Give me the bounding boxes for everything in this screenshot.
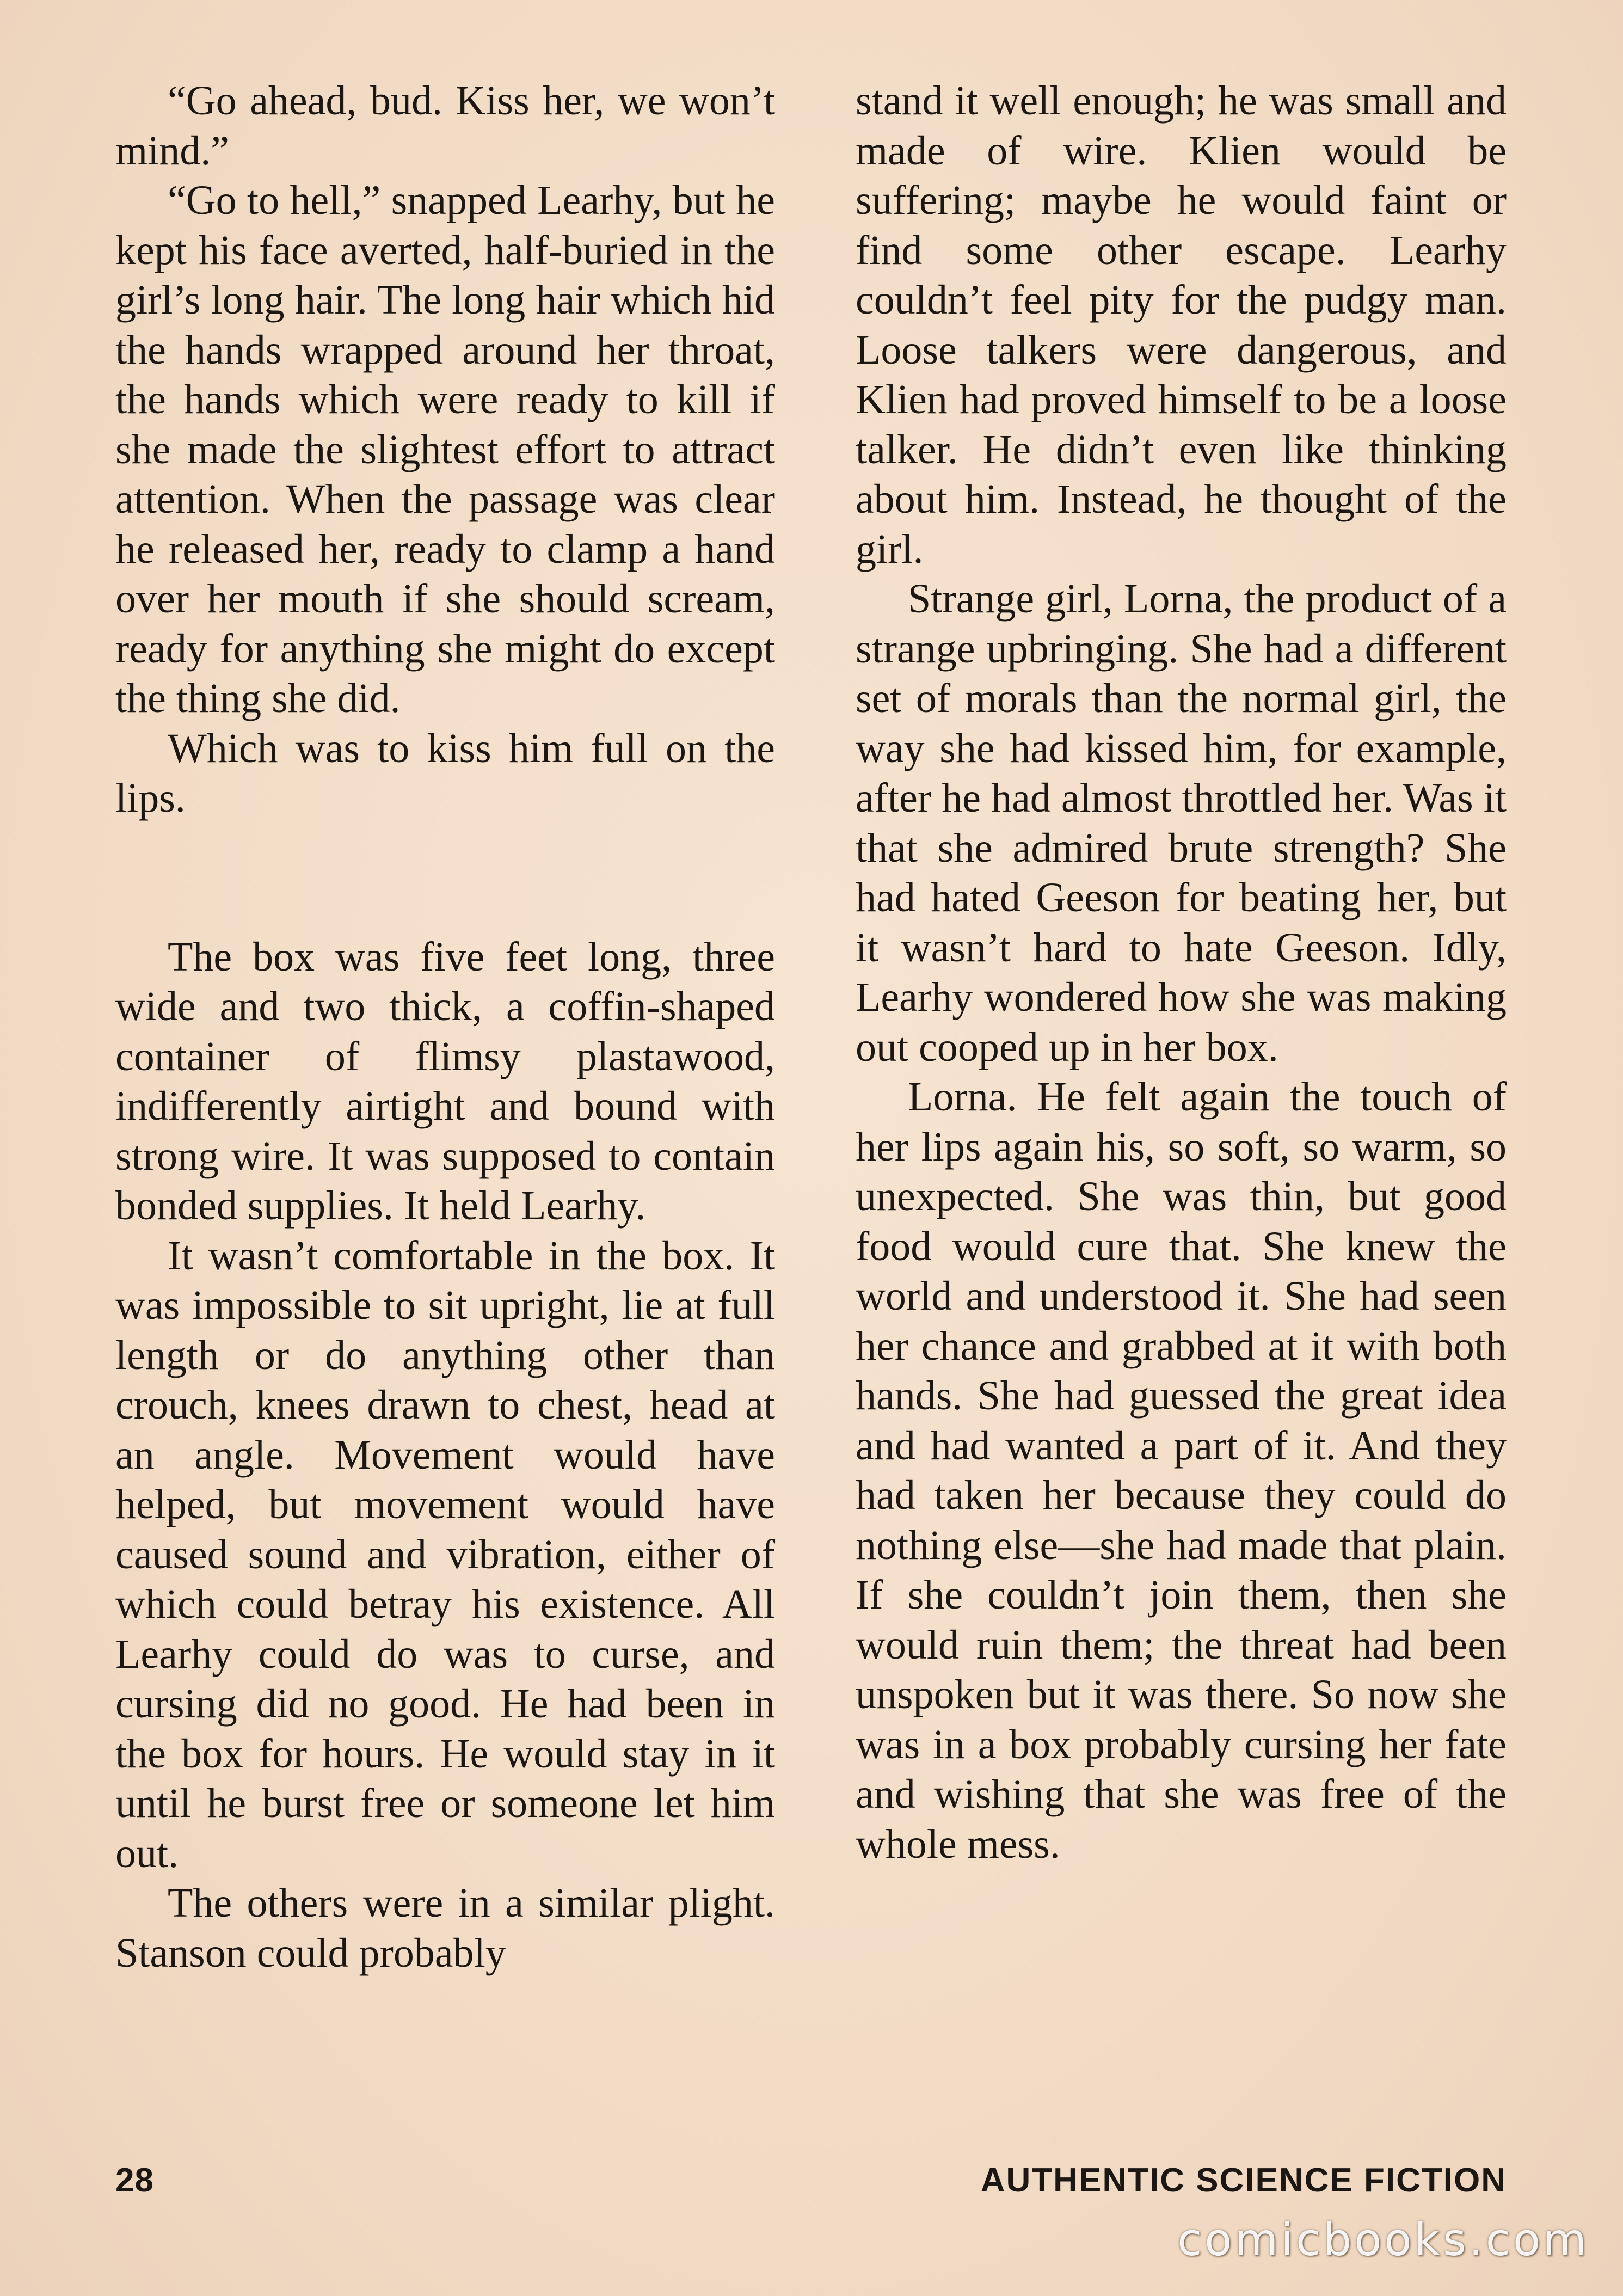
left-text-column	[115, 76, 775, 1978]
running-title: AUTHENTIC SCIENCE FICTION	[980, 2162, 1507, 2199]
paragraph: Which was to kiss him full on the lips.	[115, 725, 775, 821]
right-text-column	[856, 76, 1507, 1869]
paragraph: The others were in a similar plight. Stanson could probably	[115, 1880, 775, 1976]
paragraph: stand it well enough; he was small and made of wire. Klien would be suffering; maybe he would faint or find some other escape. Learhy couldn’t feel pity for the pudgy man. Loose talkers were dangerous, and Klien had proved himself to be a loose talker. He didn’t even like thinking about him. Instead, he thought of the girl.	[856, 78, 1507, 572]
paragraph: Strange girl, Lorna, the product of a strange upbringing. She had a different set of morals than the normal girl, the way she had kissed him, for example, after he had almost throttled her. Was it that she admired brute strength? She had hated Geeson for beating her, but it wasn’t hard to hate Geeson. Idly, Learhy wondered how she was making out cooped up in her box.	[856, 576, 1507, 1070]
paragraph: It wasn’t comfortable in the box. It was impossible to sit upright, lie at full length or do anything other than crouch, knees drawn to chest, head at an angle. Movement would have helped, but movement would have caused sound and vibration, either of which could betray his existence. All Learhy could do was to curse, and cursing did no good. He had been in the box for hours. He would stay in it until he burst free or someone let him out.	[115, 1232, 775, 1876]
watermark: comicbooks.com	[1177, 2214, 1589, 2266]
paragraph: Lorna. He felt again the touch of her lips again his, so soft, so warm, so unexpected. She was thin, but good food would cure that. She knew the world and understood it. She had seen her chance and grabbed at it with both hands. She had guessed the great idea and had wanted a part of it. And they had taken her because they could do nothing else—she had made that plain. If she couldn’t join them, then she would ruin them; the threat had been unspoken but it was there. So now she was in a box probably cursing her fate and wishing that she was free of the whole mess.	[856, 1074, 1507, 1867]
page-number: 28	[115, 2162, 154, 2199]
paragraph: The box was five feet long, three wide and two thick, a coffin-shaped container of flimsy plastawood, indifferently airtight and bound with strong wire. It was supposed to contain bonded supplies. It held Learhy.	[115, 934, 775, 1229]
paragraph: “Go to hell,” snapped Learhy, but he kept his face averted, half-buried in the girl’s long hair. The long hair which hid the hands wrapped around her throat, the hands which were ready to kill if she made the slightest effort to attract attention. When the passage was clear he released her, ready to clamp a hand over her mouth if she should scream, ready for anything she might do except the thing she did.	[115, 177, 775, 721]
paragraph: “Go ahead, bud. Kiss her, we won’t mind.”	[115, 78, 775, 174]
